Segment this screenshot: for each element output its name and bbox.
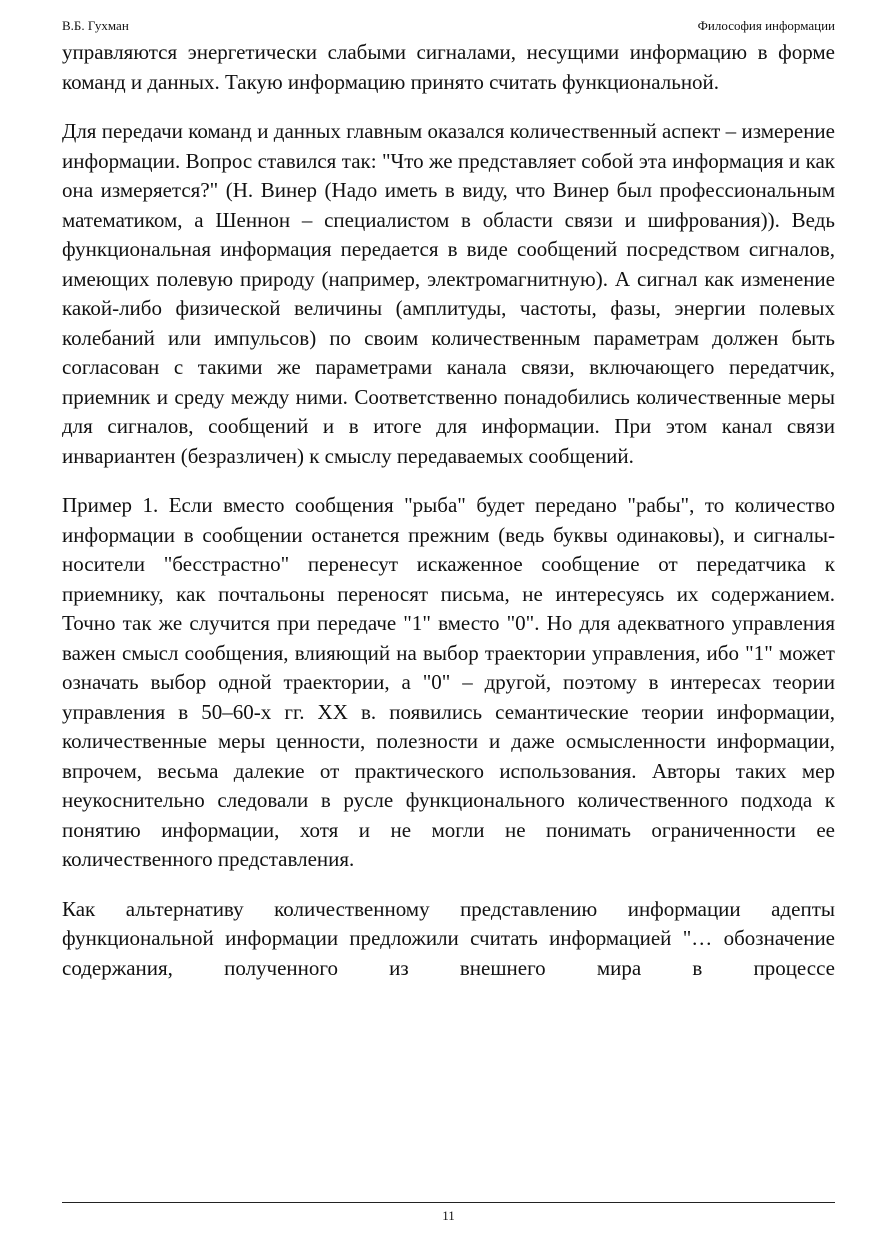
paragraph-alternative: Как альтернативу количественному представлению информации адепты функциональной информации предложили считать информацией "… обозначение содержания, полученного из внешнего мира в процессе	[62, 896, 835, 980]
page-body	[62, 38, 835, 1003]
page-number: 11	[442, 1208, 455, 1223]
paragraph-measurement: Для передачи команд и данных главным оказался количественный аспект – измерение информации. Вопрос ставился так: "Что же представляет собой эта информация и как она измеряется?" (Н. Винер (Надо иметь в виду, что Винер был профессиональным математиком, а Шеннон – специалистом в области связи и шифрования)). Ведь функциональная информация передается в виде сообщений посредством сигналов, имеющих полевую природу (например, электромагнитную). А сигнал как изменение какой-либо физической величины (амплитуды, частоты, фазы, энергии полевых колебаний или импульсов) по своим количественным параметрам должен быть согласован с такими же параметрами канала связи, включающего передатчик, приемник и среду между ними. Соответственно понадобились количественные меры для сигналов, сообщений и в итоге для информации. При этом канал связи инвариантен (безразличен) к смыслу передаваемых сообщений.	[62, 119, 835, 468]
header-author: В.Б. Гухман	[62, 18, 129, 33]
running-header	[62, 16, 835, 36]
paragraph-example-1: Пример 1. Если вместо сообщения "рыба" будет передано "рабы", то количество информации в сообщении останется прежним (ведь буквы одинаковы), и сигналы-носители "бесстрастно" перенесут искаженное сообщение от передатчика к приемнику, как почтальоны переносят письма, не интересуясь их содержанием. Точно так же случится при передаче "1" вместо "0". Но для адекватного управления важен смысл сообщения, влияющий на выбор траектории управления, ибо "1" может означать выбор одной траектории, а "0" – другой, поэтому в интересах теории управления в 50–60-х гг. XX в. появились семантические теории информации, количественные меры ценности, полезности и даже осмысленности информации, впрочем, весьма далекие от практического использования. Авторы таких мер неукоснительно следовали в русле функционального количественного подхода к понятию информации, хотя и не могли не понимать ограниченности ее количественного представления.	[62, 493, 835, 871]
footer-divider	[62, 1202, 835, 1203]
header-book-title: Философия информации	[697, 18, 835, 33]
paragraph-continuation: управляются энергетически слабыми сигналами, несущими информацию в форме команд и данных. Такую информацию принято считать функциональной.	[62, 40, 835, 94]
